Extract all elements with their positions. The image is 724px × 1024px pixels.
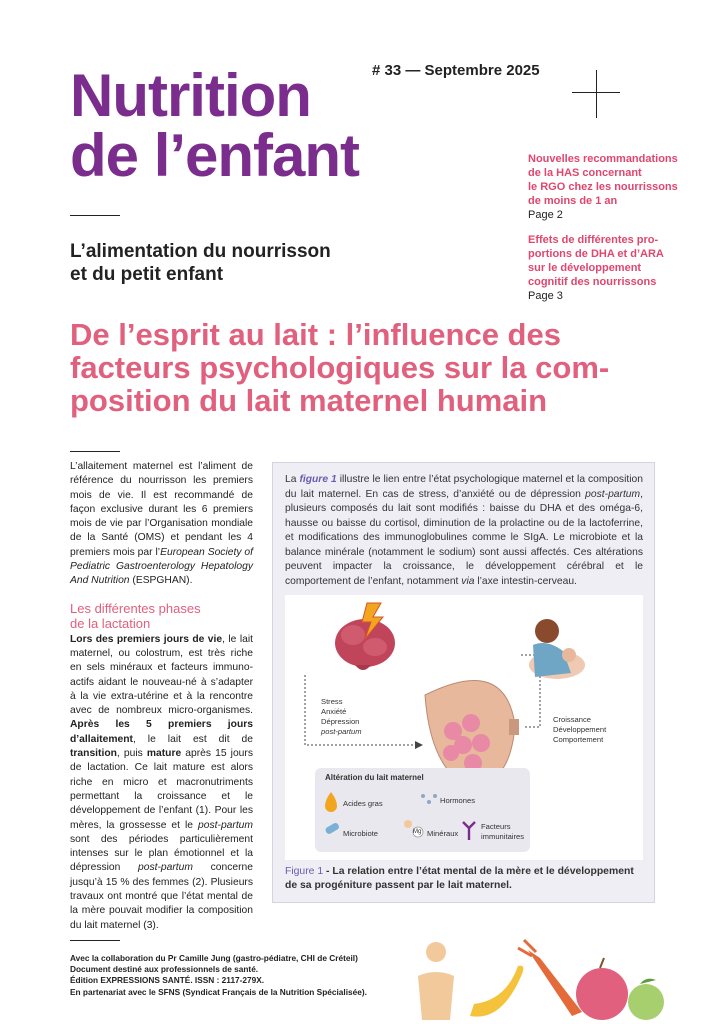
mg-label: Mg [413,829,422,835]
bold-phrase: Après les 5 premiers jours d’allaitement [70,719,253,745]
box-text-part: La [285,474,300,485]
caption-label: Figure 1 [285,866,324,877]
fatty-acids-label: Acides gras [343,799,383,808]
arrow-head [415,741,423,749]
masthead-title-line1: Nutrition [70,62,311,129]
depression-item: Dépression [321,717,360,726]
figure-box [272,462,655,903]
body-paragraph [70,633,253,933]
hormone-icon [427,800,431,804]
hormones-label: Hormones [440,796,476,805]
headline-line2: facteurs psychologiques sur la com- [70,350,610,385]
masthead-subtitle [70,240,400,286]
mother-baby-illustration [529,619,585,679]
section-title-line1: Les différentes phases [70,600,201,616]
intro-text: L’allaitement maternel est l’aliment de référence du nourrisson les premiers mois de vie. Il est recommandé de façon exclusive durant les 6 premiers mois de vie par l’Organisation mondiale de la Santé (OMS) et pendant les 4 premiers mois par l’ [70,461,253,558]
teaser-title-line: portions de DHA et d’ARA [528,248,664,260]
divider [70,215,120,216]
development-item: Développement [553,725,607,734]
milk-alteration-panel [315,768,530,852]
divider [70,451,120,452]
teaser-title-line: cognitif des nourrissons [528,276,657,288]
left-column [70,460,253,937]
footer-line: Document destiné aux professionnels de santé. [70,964,259,975]
banana-icon [470,966,523,1017]
subtitle-line1: L’alimentation du nourrisson [70,241,331,262]
figure-caption [285,865,645,893]
body-text: concerne jusqu’à 15 % des femmes (2). Plusieurs travaux ont montré que l’état mental de la mère pouvait modifier la composition du lait maternel (3). [70,862,253,931]
crosshair-mark [596,70,597,118]
stress-factors-list [321,697,362,737]
droplet-icon [325,792,337,812]
section-title-line2: de la lactation [70,615,151,631]
behavior-item: Comportement [553,735,604,744]
issue-number: # 33 — Septembre 2025 [372,62,540,79]
caption-text: - La relation entre l’état mental de la mère et le développement de sa progéniture passent par le lait maternel. [285,866,634,891]
bold-phrase: transition [70,748,117,760]
teaser-title-line: Nouvelles recommandations [528,153,678,165]
footer-line: En partenariat avec le SFNS (Syndicat Français de la Nutrition Spécialisée). [70,986,367,997]
teaser-title-line: le RGO chez les nourrissons [528,181,678,193]
article-headline [70,318,670,417]
bowl-icon [418,942,454,1020]
fruit-illustrations [410,930,710,1024]
teaser-dha-ara[interactable] [528,233,708,303]
box-text-part: l’axe intestin-cerveau. [474,575,577,587]
body-text: sont des périodes particulièrement intenses sur le plan émotionnel et la dépression [70,833,253,874]
intro-text-end: (ESPGHAN). [129,575,193,587]
box-text-part: , plusieurs composés du lait sont modifiés : baisse du DHA et des oméga-6, hausse ou baisse du cortisol, diminution de la prolactine ou de la lactoferrine, et modifications des immunoglobulines comme le SIgA. Le microbiote et la balance minérale (notamment le sodium) sont aussi affectés. Ces altérations peuvent impacter la croissance, le développement cérébral et le comportement de l’enfant, notamment [285,488,643,587]
italic-phrase: via [461,575,475,587]
footer-line: Avec la collaboration du Pr Camille Jung (gastro-pédiatre, CHI de Créteil) [70,953,358,963]
body-text: après 15 jours de lactation. Ce lait mature est alors riche en micro et macronutriments permettant la croissance et le développement de l’enfant (1). Pour les mères, la grossesse et le [70,748,253,831]
figure-box-text [285,473,643,589]
masthead-title-line2: de l’enfant [70,122,360,189]
anxiety-item: Anxiété [321,707,347,716]
teaser-page: Page 3 [528,290,563,302]
figure-reference: figure 1 [299,474,337,485]
immune-factors-label: Facteurs [481,822,511,831]
italic-phrase: post-partum [138,862,193,874]
teaser-title-line: Effets de différentes pro- [528,234,659,246]
teaser-rgo[interactable] [528,152,708,222]
masthead-title [70,62,450,189]
carrot-icon [518,940,582,1016]
postpartum-item: post-partum [321,727,362,736]
immune-factors-label-2: immunitaires [481,832,525,841]
subtitle-line2: et du petit enfant [70,264,224,285]
teaser-title-line: sur le développement [528,262,642,274]
intro-society-name: European Society of Pediatric Gastroenterology Hepatology And Nutrition [70,546,253,587]
microbiota-label: Microbiote [343,829,379,838]
lime-icon [628,979,664,1020]
intro-paragraph [70,460,253,589]
teaser-title-line: de la HAS concernant [528,167,642,179]
teaser-title-line: de moins de 1 an [528,195,618,207]
footer-credits [70,953,450,998]
growth-item: Croissance [553,715,591,724]
teaser-page: Page 2 [528,209,563,221]
antibody-icon [463,822,475,840]
outcomes-list [553,715,606,745]
figure-illustration [285,595,643,860]
headline-line3: position du lait maternel humain [70,383,548,418]
body-text: , le lait maternel, ou colostrum, est très riche en sels minéraux et facteurs immuno-actifs aidant le nouveau-né à s’adapter à la vie extra-utérine et à la rencontre avec de nombreux micro-organismes. [70,633,253,717]
minerals-label: Minéraux [427,829,459,838]
stress-item: Stress [321,697,343,706]
body-text: , le lait est dit de [132,733,253,745]
footer-line: Édition EXPRESSIONS SANTÉ. ISSN : 2117-279X. [70,975,265,986]
headline-line1: De l’esprit au lait : l’influence des [70,317,561,352]
italic-phrase: post-partum [585,488,641,500]
body-text: , puis [116,748,147,760]
box-text-part: illustre le lien entre l’état psychologique maternel et la composition du lait maternel. En cas de stress, d’anxiété ou de dépression [285,474,643,500]
mineral-icon [404,820,412,828]
section-title [70,601,253,631]
italic-phrase: post-partum [198,819,253,831]
panel-title: Altération du lait maternel [325,773,424,782]
microbiota-icon [324,822,340,835]
bold-phrase: Lors des premiers jours de vie [70,633,223,645]
brain-icon [335,619,395,670]
bold-phrase: mature [146,748,182,760]
apple-icon [576,958,628,1020]
divider [70,940,120,941]
